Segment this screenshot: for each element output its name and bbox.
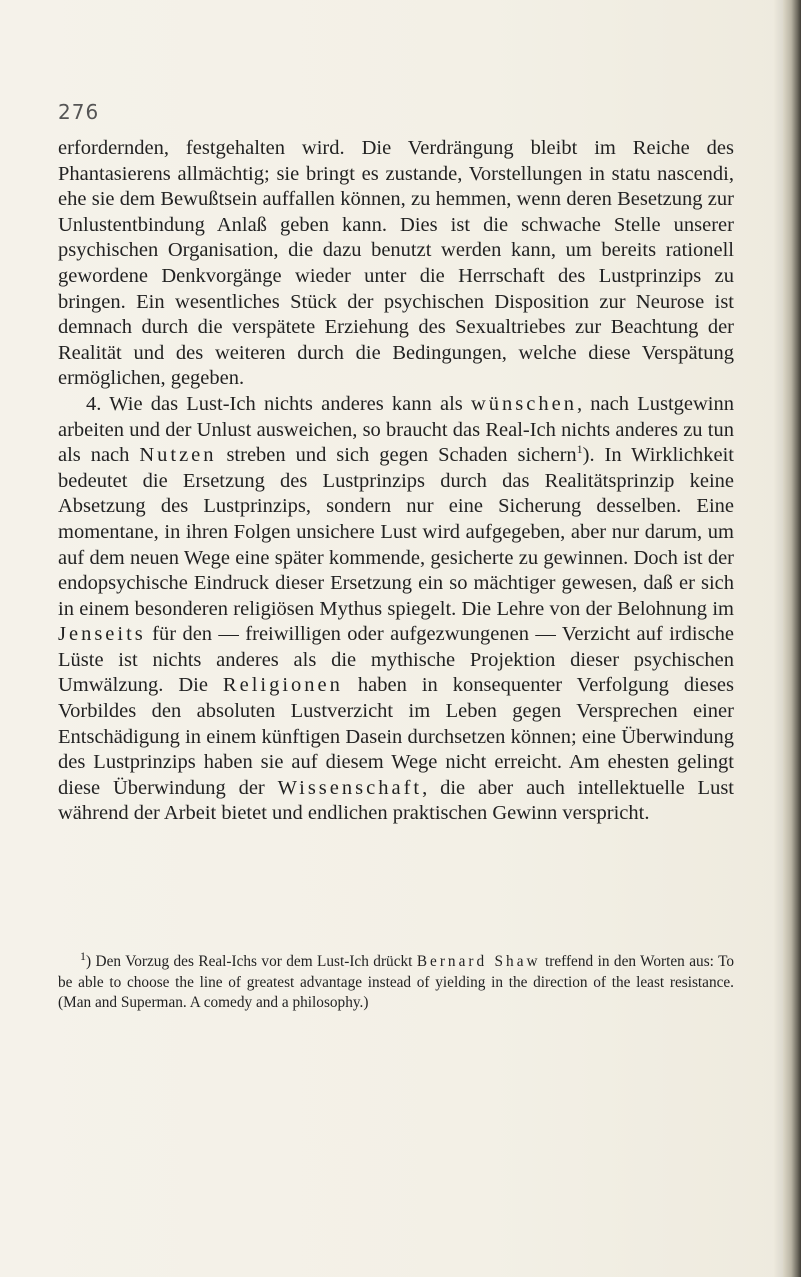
footnote bbox=[58, 948, 734, 1014]
main-text bbox=[58, 136, 734, 827]
text-segment: 4. Wie das Lust-Ich nichts anderes kann als bbox=[86, 392, 471, 415]
paragraph-2 bbox=[58, 392, 734, 827]
emphasis-text: Nutzen bbox=[139, 444, 217, 467]
text-segment: für den — freiwilligen oder aufgezwungenen — Verzicht auf irdische Lüste ist nichts anderes als die mythische Projektion dieser psychischen Umwälzung. Die bbox=[58, 623, 734, 697]
page-gutter-shadow bbox=[773, 0, 783, 1277]
emphasis-text: Wissenschaft bbox=[277, 776, 423, 799]
text-segment: , nach Lustgewinn arbeiten und der Unlust ausweichen, so braucht das Real-Ich nichts anderes zu tun als nach bbox=[58, 392, 734, 467]
text-segment: haben in konsequenter Verfolgung dieses Vorbildes den absoluten Lustverzicht im Leben gegen Versprechen einer Entschädigung in einem künftigen Dasein durchsetzen können; eine Überwindung des Lustprinzips haben sie auf diesem Wege nicht erreicht. Am ehesten gelingt diese Überwindung der bbox=[58, 674, 735, 799]
page-number: 276 bbox=[58, 100, 100, 124]
footnote-paragraph bbox=[58, 948, 734, 1014]
emphasis-text: wünschen bbox=[470, 392, 577, 415]
text-segment: ) Den Vorzug des Real-Ichs vor dem Lust-Ich drückt bbox=[86, 953, 417, 970]
text-segment: , die aber auch intellektuelle Lust während der Arbeit bietet und endlichen praktischen Gewinn verspricht. bbox=[58, 776, 734, 825]
text-segment: ). In Wirklichkeit bedeutet die Ersetzung des Lustprinzips durch das Realitätsprinzip keine Absetzung des Lustprinzips, sondern nur eine Sicherung desselben. Eine momentane, in ihren Folgen unsichere Lust wird aufgegeben, aber nur darum, um auf dem neuen Wege eine später kommende, gesicherte zu gewinnen. Doch ist der endopsychische Eindruck dieser Ersetzung ein so mächtiger gewesen, daß er sich in einem besonderen religiösen Mythus spiegelt. Die Lehre von der Belohnung im bbox=[58, 444, 734, 620]
text-segment: treffend in den Worten aus: To be able to choose the line of greatest advantage instead of yielding in the direction of the least resistance. (Man and Superman. A comedy and a philosophy.) bbox=[58, 953, 734, 1011]
text-segment: streben und sich gegen Schaden sichern bbox=[216, 444, 577, 467]
footnote-number: 1 bbox=[80, 948, 86, 963]
text-segment: erfordernden, festgehalten wird. Die Verdrängung bleibt im Reiche des Phantasierens allmächtig; sie bringt es zustande, Vorstellungen in statu nascendi, ehe sie dem Bewußtsein auffallen können, zu hemmen, wenn deren Besetzung zur Unlustentbindung Anlaß geben kann. Dies ist die schwache Stelle unserer psychischen Organisation, die dazu benutzt werden kann, um bereits rationell gewordene Denkvorgänge wieder unter die Herrschaft des Lustprinzips zu bringen. Ein wesentliches Stück der psychischen Disposition zur Neurose ist demnach durch die verspätete Erziehung des Sexualtriebes zur Beachtung der Realität und des weiteren durch die Bedingungen, welche diese Verspätung ermöglichen, gegeben. bbox=[58, 137, 734, 390]
paragraph-1 bbox=[58, 136, 734, 392]
footnote-marker[interactable]: 1 bbox=[576, 442, 583, 457]
emphasis-text: Jenseits bbox=[58, 623, 146, 646]
page-edge bbox=[783, 0, 801, 1277]
author-name: Bernard Shaw bbox=[416, 953, 541, 970]
emphasis-text: Religionen bbox=[222, 674, 343, 697]
